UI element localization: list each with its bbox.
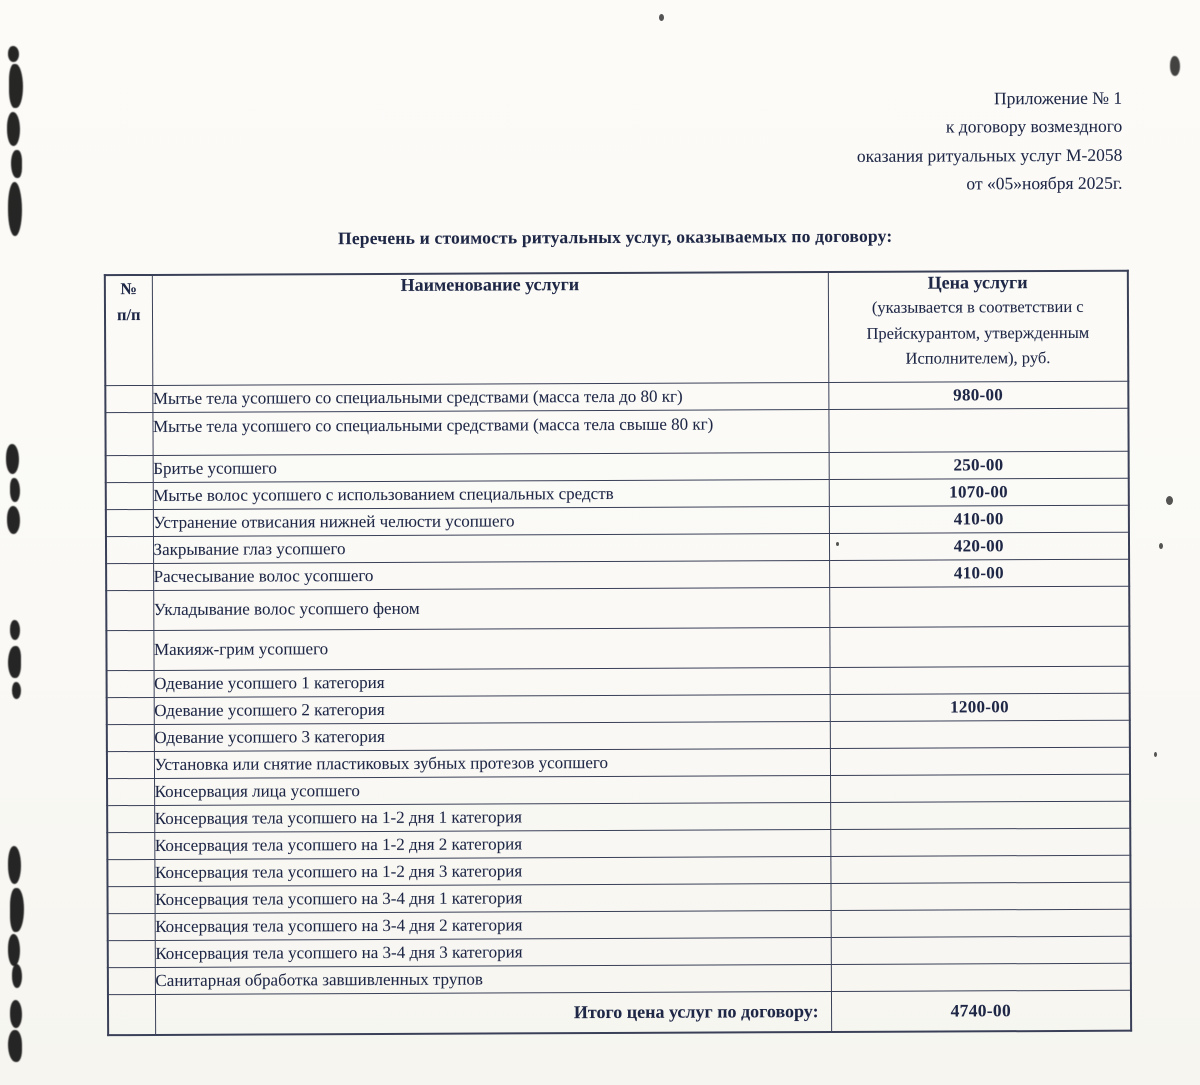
service-name-cell: Консервация тела усопшего на 3-4 дня 2 категория (155, 910, 831, 940)
service-price-cell (829, 626, 1129, 667)
service-price-cell (830, 666, 1130, 694)
row-number-cell (108, 994, 155, 1035)
service-name-cell: Установка или снятие пластиковых зубных протезов усопшего (154, 748, 830, 778)
service-name-cell: Консервация тела усопшего на 3-4 дня 1 категория (154, 883, 830, 913)
column-header-number (105, 275, 152, 385)
service-name-cell: Консервация тела усопшего на 1-2 дня 1 категория (154, 802, 830, 832)
service-price-cell (831, 963, 1131, 991)
service-price-cell: 410-00 (829, 505, 1129, 533)
row-number-cell (107, 778, 154, 805)
service-price-cell: 1070-00 (829, 478, 1129, 506)
row-number-cell (108, 913, 155, 940)
service-name-cell: Одевание усопшего 3 категория (154, 721, 830, 751)
service-name-cell: Консервация тела усопшего на 3-4 дня 3 категория (155, 937, 831, 967)
price-header-title: Цена услуги (927, 272, 1028, 293)
table-header-row (105, 271, 1128, 385)
row-number-cell (106, 536, 153, 563)
total-price-cell: 4740-00 (831, 990, 1131, 1032)
row-number-cell (105, 412, 152, 455)
service-price-cell: 1200-00 (830, 693, 1130, 721)
service-price-cell: 250-00 (829, 451, 1129, 479)
row-number-cell (107, 724, 154, 751)
row-number-cell (106, 509, 153, 536)
row-number-cell (106, 563, 153, 590)
services-table (104, 270, 1132, 1036)
table-row (106, 586, 1129, 630)
service-price-cell (830, 855, 1130, 883)
service-name-cell: Макияж-грим усопшего (153, 627, 829, 670)
service-price-cell: 410-00 (829, 559, 1129, 587)
row-number-cell (107, 670, 154, 697)
service-price-cell (828, 408, 1128, 452)
service-price-cell: 420-00 (829, 532, 1129, 560)
row-number-cell (107, 751, 154, 778)
row-number-cell (107, 697, 154, 724)
header-line: от «05»ноября 2025г. (966, 172, 1123, 194)
row-number-cell (107, 832, 154, 859)
price-header-subtitle: (указывается в соответствии с Прейскурантом, утвержденным Исполнителем), руб. (866, 296, 1090, 368)
service-name-cell: Одевание усопшего 1 категория (154, 667, 830, 697)
service-price-cell (830, 828, 1130, 856)
header-line: оказания ритуальных услуг М-2058 (856, 144, 1123, 166)
service-price-cell (830, 801, 1130, 829)
row-number-cell (107, 886, 154, 913)
row-number-cell (107, 859, 154, 886)
table-row (106, 626, 1129, 670)
service-name-cell: Мытье волос усопшего с использованием специальных средств (153, 479, 829, 509)
row-number-cell (108, 940, 155, 967)
service-name-cell: Устранение отвисания нижней челюсти усопшего (153, 506, 829, 536)
table-row (105, 408, 1128, 455)
page-title: Перечень и стоимость ритуальных услуг, оказываемых по договору: (337, 225, 893, 249)
service-name-cell: Одевание усопшего 2 категория (154, 694, 830, 724)
number-header-line1: № (120, 279, 137, 299)
service-name-cell: Мытье тела усопшего со специальными средствами (масса тела свыше 80 кг) (152, 409, 828, 455)
header-line: Приложение № 1 (993, 87, 1123, 109)
column-header-price (828, 271, 1128, 382)
service-name-cell: Мытье тела усопшего со специальными средствами (масса тела до 80 кг) (152, 382, 828, 412)
service-price-cell (831, 936, 1131, 964)
document-header (857, 84, 1123, 199)
row-number-cell (105, 385, 152, 412)
service-name-cell: Бритье усопшего (153, 452, 829, 482)
service-name-cell: Укладывание волос усопшего феном (153, 587, 829, 630)
service-price-cell: 980-00 (828, 381, 1128, 409)
service-name-cell: Расчесывание волос усопшего (153, 560, 829, 590)
service-name-cell: Консервация тела усопшего на 1-2 дня 3 категория (154, 856, 830, 886)
service-name-cell: Санитарная обработка завшивленных трупов (155, 964, 831, 994)
service-price-cell (830, 882, 1130, 910)
row-number-cell (106, 630, 153, 670)
row-number-cell (107, 805, 154, 832)
service-price-cell (830, 774, 1130, 802)
service-name-cell: Консервация лица усопшего (154, 775, 830, 805)
service-name-cell: Закрывание глаз усопшего (153, 533, 829, 563)
total-row (108, 990, 1131, 1035)
service-price-cell (830, 747, 1130, 775)
total-label-cell: Итого цена услуг по договору: (155, 991, 831, 1035)
number-header-line2: п/п (116, 304, 141, 324)
row-number-cell (106, 590, 153, 630)
service-price-cell (830, 720, 1130, 748)
row-number-cell (108, 967, 155, 994)
header-line: к договору возмездного (945, 116, 1123, 137)
service-price-cell (831, 909, 1131, 937)
service-name-cell: Консервация тела усопшего на 1-2 дня 2 категория (154, 829, 830, 859)
column-header-service: Наименование услуги (152, 272, 828, 385)
row-number-cell (106, 482, 153, 509)
service-price-cell (829, 586, 1129, 627)
row-number-cell (106, 455, 153, 482)
